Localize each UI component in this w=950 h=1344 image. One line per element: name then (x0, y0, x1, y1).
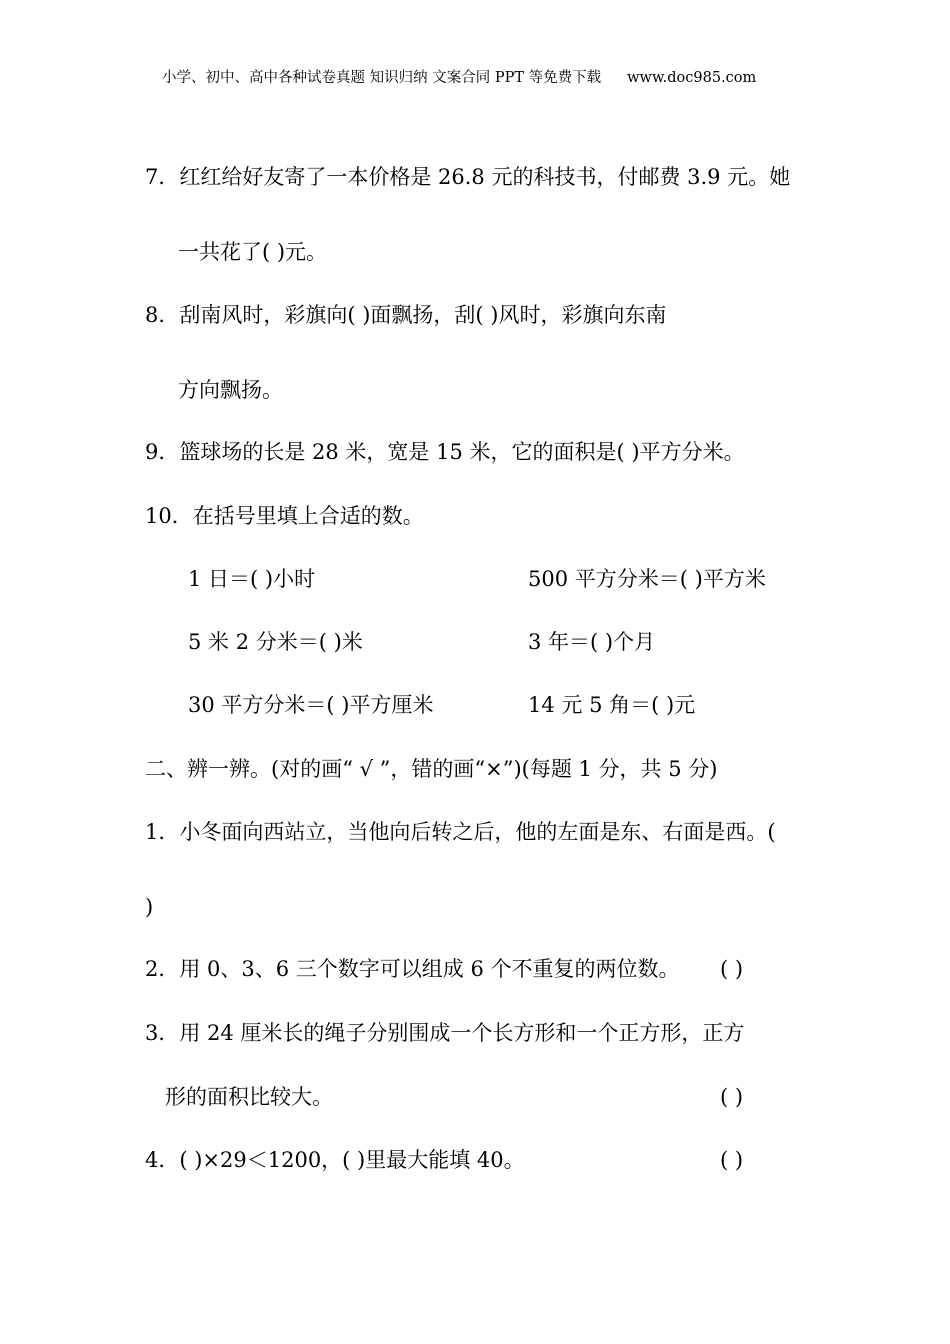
question-10-item-5: 30 平方分米＝( )平方厘米 (188, 693, 434, 717)
judge-2: 2．用 0、3、6 三个数字可以组成 6 个不重复的两位数。 (145, 957, 680, 981)
question-10: 10．在括号里填上合适的数。 (145, 504, 424, 528)
header-url[interactable]: www.doc985.com (627, 70, 757, 86)
question-7-line-2: 一共花了( )元。 (178, 240, 328, 264)
page-header (162, 67, 756, 89)
question-7-line-1: 7．红红给好友寄了一本价格是 26.8 元的科技书，付邮费 3.9 元。她 (145, 165, 791, 189)
question-10-item-6: 14 元 5 角＝( )元 (528, 693, 696, 717)
section-2-heading: 二、辨一辨。(对的画“ √ ”，错的画“×”)(每题 1 分，共 5 分) (145, 757, 718, 781)
judge-4: 4．( )×29＜1200，( )里最大能填 40。 (145, 1148, 525, 1172)
judge-3-line-1: 3．用 24 厘米长的绳子分别围成一个长方形和一个正方形，正方 (145, 1021, 745, 1045)
question-9: 9．篮球场的长是 28 米，宽是 15 米，它的面积是( )平方分米。 (145, 440, 745, 464)
judge-3-answer-paren: ( ) (720, 1085, 744, 1109)
question-10-item-1: 1 日＝( )小时 (188, 567, 316, 591)
judge-2-answer-paren: ( ) (720, 957, 744, 981)
question-8-line-1: 8．刮南风时，彩旗向( )面飘扬，刮( )风时，彩旗向东南 (145, 303, 667, 327)
judge-1-line-2: ) (145, 895, 154, 919)
judge-1-line-1: 1．小冬面向西站立，当他向后转之后，他的左面是东、右面是西。( (145, 820, 776, 844)
question-10-item-3: 5 米 2 分米＝( )米 (188, 630, 363, 654)
judge-4-answer-paren: ( ) (720, 1148, 744, 1172)
question-10-item-2: 500 平方分米＝( )平方米 (528, 567, 766, 591)
question-8-line-2: 方向飘扬。 (178, 378, 283, 402)
header-text: 小学、初中、高中各种试卷真题 知识归纳 文案合同 PPT 等免费下载 (162, 70, 602, 86)
judge-3-line-2: 形的面积比较大。 (165, 1085, 333, 1109)
question-10-item-4: 3 年＝( )个月 (528, 630, 656, 654)
